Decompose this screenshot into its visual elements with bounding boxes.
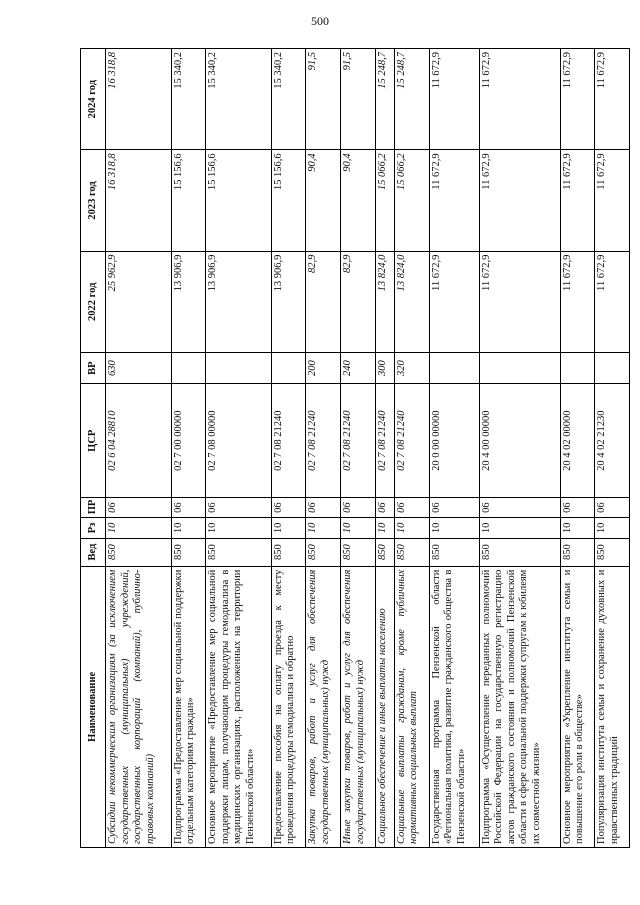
table-row (595, 49, 630, 848)
cell-pr: 06 (560, 498, 595, 518)
cell-pr: 06 (106, 498, 172, 518)
cell-y2023: 15 156,6 (271, 150, 306, 251)
cell-csr: 02 7 08 21240 (394, 384, 429, 498)
header-ved: Вед (81, 538, 106, 566)
cell-rz: 10 (479, 518, 560, 538)
cell-rz: 10 (394, 518, 429, 538)
cell-ved: 850 (341, 538, 376, 566)
cell-pr: 06 (171, 498, 206, 518)
header-pr: ПР (81, 498, 106, 518)
cell-pr: 06 (306, 498, 341, 518)
table-row (271, 49, 306, 848)
cell-csr: 02 7 08 21240 (375, 384, 394, 498)
cell-csr: 20 0 00 00000 (429, 384, 479, 498)
cell-y2023: 11 672,9 (429, 150, 479, 251)
cell-vr: 320 (394, 352, 429, 384)
cell-vr (271, 352, 306, 384)
header-2023: 2023 год (81, 150, 106, 251)
cell-rz: 10 (595, 518, 630, 538)
header-csr: ЦСР (81, 384, 106, 498)
header-name: Наименование (81, 566, 106, 847)
cell-pr: 06 (595, 498, 630, 518)
cell-y2023: 15 066,2 (394, 150, 429, 251)
cell-y2023: 90,4 (341, 150, 376, 251)
cell-y2024: 15 248,7 (375, 49, 394, 150)
rotated-table-container (80, 48, 630, 848)
cell-name: Подпрограмма «Осуществление переданных полномочий Российской Федерации на государственную регистрацию актов гражданского состояния и полномочий Пензенской области в сфере социальной поддержки супругам к юбилеям их совместной жизни» (479, 566, 560, 847)
cell-ved: 850 (479, 538, 560, 566)
cell-ved: 850 (429, 538, 479, 566)
cell-y2024: 11 672,9 (479, 49, 560, 150)
cell-csr: 20 4 02 00000 (560, 384, 595, 498)
table-row (375, 49, 394, 848)
cell-y2022: 11 672,9 (429, 251, 479, 352)
cell-vr (429, 352, 479, 384)
cell-pr: 06 (271, 498, 306, 518)
cell-vr (595, 352, 630, 384)
table-row (171, 49, 206, 848)
cell-y2024: 16 318,8 (106, 49, 172, 150)
cell-vr (171, 352, 206, 384)
header-rz: Рз (81, 518, 106, 538)
cell-rz: 10 (271, 518, 306, 538)
cell-csr: 02 7 08 00000 (206, 384, 272, 498)
cell-name: Популяризация института семьи и сохранение духовных и нравственных традиций (595, 566, 630, 847)
cell-vr: 240 (341, 352, 376, 384)
cell-csr: 02 7 08 21240 (271, 384, 306, 498)
cell-y2022: 13 906,9 (171, 251, 206, 352)
cell-pr: 06 (479, 498, 560, 518)
table-row (429, 49, 479, 848)
cell-ved: 850 (595, 538, 630, 566)
cell-y2024: 11 672,9 (595, 49, 630, 150)
cell-name: Социальное обеспечение и иные выплаты населению (375, 566, 394, 847)
cell-csr: 02 6 04 28810 (106, 384, 172, 498)
cell-ved: 850 (206, 538, 272, 566)
cell-rz: 10 (429, 518, 479, 538)
cell-y2023: 11 672,9 (479, 150, 560, 251)
cell-ved: 850 (106, 538, 172, 566)
cell-name: Социальные выплаты гражданам, кроме публичных нормативных социальных выплат (394, 566, 429, 847)
cell-vr (206, 352, 272, 384)
cell-vr (560, 352, 595, 384)
cell-vr: 200 (306, 352, 341, 384)
cell-rz: 10 (560, 518, 595, 538)
header-2024: 2024 год (81, 49, 106, 150)
table-row (560, 49, 595, 848)
cell-y2023: 90,4 (306, 150, 341, 251)
cell-ved: 850 (560, 538, 595, 566)
cell-y2023: 15 156,6 (206, 150, 272, 251)
cell-y2022: 11 672,9 (560, 251, 595, 352)
cell-vr: 300 (375, 352, 394, 384)
cell-y2023: 11 672,9 (560, 150, 595, 251)
cell-y2022: 11 672,9 (595, 251, 630, 352)
cell-y2024: 15 340,2 (206, 49, 272, 150)
cell-y2022: 13 824,0 (375, 251, 394, 352)
cell-y2024: 91,5 (341, 49, 376, 150)
cell-y2022: 11 672,9 (479, 251, 560, 352)
cell-y2024: 15 340,2 (271, 49, 306, 150)
cell-pr: 06 (429, 498, 479, 518)
cell-name: Иные закупки товаров, работ и услуг для обеспечения государственных (муниципальных) нужд (341, 566, 376, 847)
cell-csr: 02 7 08 21240 (306, 384, 341, 498)
cell-rz: 10 (306, 518, 341, 538)
cell-ved: 850 (306, 538, 341, 566)
cell-rz: 10 (106, 518, 172, 538)
cell-ved: 850 (394, 538, 429, 566)
cell-y2024: 15 340,2 (171, 49, 206, 150)
cell-name: Субсидии некоммерческим организациям (за исключением государственных (муниципальных) учреждений, государственных корпораций (компаний), публично-правовых компаний) (106, 566, 172, 847)
table-row (106, 49, 172, 848)
cell-ved: 850 (375, 538, 394, 566)
table-row (206, 49, 272, 848)
budget-table (80, 48, 630, 848)
cell-name: Предоставление пособия на оплату проезда к месту проведения процедуры гемодиализа и обратно (271, 566, 306, 847)
cell-name: Государственная программа Пензенской области «Региональная политика, развитие гражданского общества в Пензенской области» (429, 566, 479, 847)
cell-y2023: 15 066,2 (375, 150, 394, 251)
cell-csr: 02 7 08 21240 (341, 384, 376, 498)
table-body (106, 49, 630, 848)
table-row (306, 49, 341, 848)
cell-pr: 06 (341, 498, 376, 518)
header-vr: ВР (81, 352, 106, 384)
cell-y2024: 11 672,9 (560, 49, 595, 150)
cell-ved: 850 (271, 538, 306, 566)
cell-y2022: 25 962,9 (106, 251, 172, 352)
cell-y2023: 16 318,8 (106, 150, 172, 251)
cell-rz: 10 (375, 518, 394, 538)
cell-pr: 06 (375, 498, 394, 518)
cell-y2024: 11 672,9 (429, 49, 479, 150)
cell-rz: 10 (171, 518, 206, 538)
cell-name: Закупка товаров, работ и услуг для обеспечения государственных (муниципальных) нужд (306, 566, 341, 847)
cell-y2022: 13 906,9 (206, 251, 272, 352)
cell-rz: 10 (341, 518, 376, 538)
cell-name: Подпрограмма «Предоставление мер социальной поддержки отдельным категориям граждан» (171, 566, 206, 847)
cell-pr: 06 (206, 498, 272, 518)
cell-vr: 630 (106, 352, 172, 384)
cell-y2024: 91,5 (306, 49, 341, 150)
table-row (479, 49, 560, 848)
table-header-row (81, 49, 106, 848)
cell-pr: 06 (394, 498, 429, 518)
table-row (394, 49, 429, 848)
cell-rz: 10 (206, 518, 272, 538)
cell-csr: 20 4 00 00000 (479, 384, 560, 498)
cell-name: Основное мероприятие «Укрепление института семьи и повышение его роли в обществе» (560, 566, 595, 847)
cell-vr (479, 352, 560, 384)
cell-y2022: 13 824,0 (394, 251, 429, 352)
cell-y2022: 13 906,9 (271, 251, 306, 352)
table-row (341, 49, 376, 848)
cell-csr: 20 4 02 21230 (595, 384, 630, 498)
cell-y2023: 11 672,9 (595, 150, 630, 251)
cell-y2022: 82,9 (306, 251, 341, 352)
cell-csr: 02 7 00 00000 (171, 384, 206, 498)
cell-y2022: 82,9 (341, 251, 376, 352)
header-2022: 2022 год (81, 251, 106, 352)
cell-name: Основное мероприятие «Предоставление мер социальной поддержки лицам, получающим процедуры гемодиализа в медицинских организациях, расположенных на территории Пензенской области» (206, 566, 272, 847)
cell-y2023: 15 156,6 (171, 150, 206, 251)
page-number: 500 (311, 14, 329, 28)
cell-y2024: 15 248,7 (394, 49, 429, 150)
cell-ved: 850 (171, 538, 206, 566)
